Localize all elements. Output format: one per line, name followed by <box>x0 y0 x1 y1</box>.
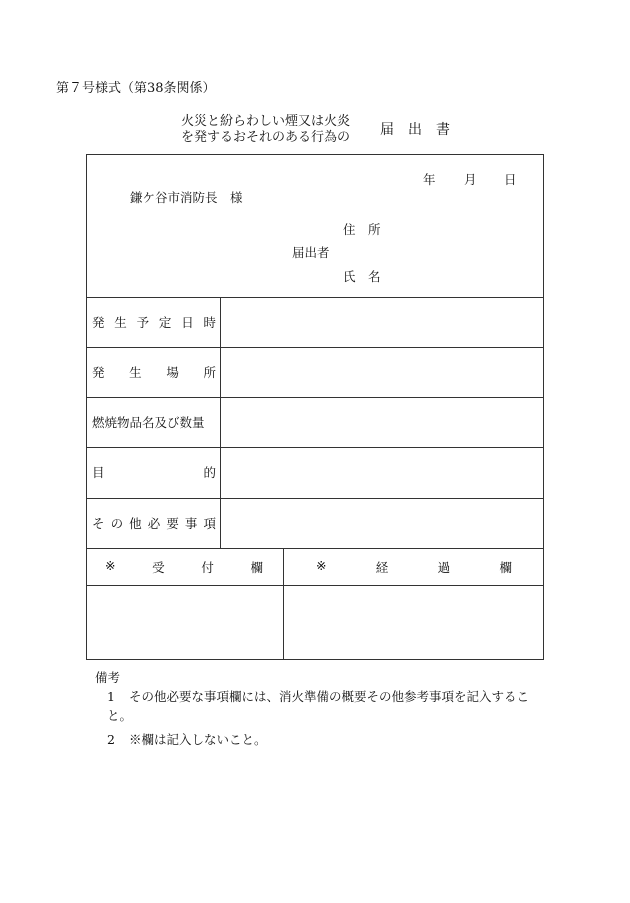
scheduled-datetime-label <box>92 297 216 347</box>
purpose-label <box>92 447 216 497</box>
title-line-2: を発するおそれのある行為の <box>181 130 351 145</box>
history-header-char: 欄 <box>499 560 512 575</box>
notes-title: 備考 <box>95 670 121 685</box>
address-label: 住 所 <box>343 222 381 237</box>
row-label-char: 燃焼物品名及び数量 <box>92 415 205 430</box>
reception-header-char: 付 <box>201 560 214 575</box>
row-label-char: の <box>110 516 124 531</box>
row-label-char: そ <box>92 516 105 531</box>
document-title-suffix: 届 出 書 <box>380 122 450 138</box>
note-item-2: 2 ※欄は記入しないこと。 <box>107 732 267 747</box>
row-label-char: 生 <box>114 315 127 330</box>
row-label-char: 目 <box>92 465 105 480</box>
form-number: 第７号様式（第38条関係） <box>56 81 216 96</box>
row-label-char: 発 <box>92 315 105 330</box>
location-label <box>92 347 216 397</box>
name-label: 氏 名 <box>343 269 381 284</box>
date-year-label: 年 <box>423 172 436 187</box>
notifier-label: 届出者 <box>292 245 330 260</box>
reception-column-header <box>87 549 284 585</box>
row-label-char: 発 <box>92 365 105 380</box>
row-label-char: 時 <box>203 315 216 330</box>
history-column-header <box>284 549 544 585</box>
row-label-char: 項 <box>203 516 216 531</box>
row-label-char: 日 <box>181 315 194 330</box>
title-line-1: 火災と紛らわしい煙又は火炎 <box>181 114 351 129</box>
notification-form-table <box>86 154 544 660</box>
row-label-char: 生 <box>129 365 142 380</box>
other-matters-label <box>92 498 216 548</box>
combustible-items-label <box>92 397 216 447</box>
row-label-char: 的 <box>203 465 216 480</box>
date-month-label: 月 <box>464 172 477 187</box>
history-header-char: 経 <box>375 560 389 575</box>
row-label-char: 要 <box>166 516 179 531</box>
row-label-char: 予 <box>136 315 150 330</box>
reception-header-char: 欄 <box>250 560 263 575</box>
history-header-char: ※ <box>316 558 327 573</box>
row-label-char: 事 <box>184 516 198 531</box>
document-title-main <box>181 114 350 146</box>
date-day-label: 日 <box>504 172 517 187</box>
row-label-char: 必 <box>147 516 161 531</box>
history-header-char: 過 <box>437 560 451 575</box>
row-label-char: 所 <box>203 365 216 380</box>
recipient-label: 鎌ケ谷市消防長 様 <box>130 190 243 205</box>
note-item-1: 1 その他必要な事項欄には、消火準備の概要その他参考事項を記入すること。 <box>107 689 530 723</box>
reception-header-char: ※ <box>105 558 116 573</box>
row-label-char: 定 <box>158 315 172 330</box>
row-label-char: 場 <box>166 365 179 380</box>
row-label-char: 他 <box>129 516 142 531</box>
reception-header-char: 受 <box>152 560 165 575</box>
